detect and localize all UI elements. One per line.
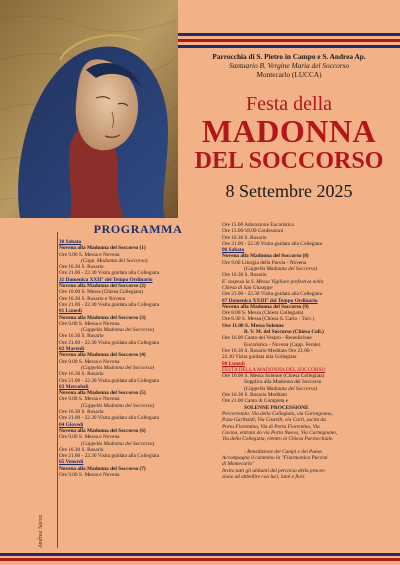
schedule-line: SOLENNE PROCESSIONE	[244, 404, 309, 411]
schedule-line: Ore 16.30 S. Rosario Meditato	[222, 392, 288, 399]
madonna-title: MADONNA	[201, 113, 377, 149]
schedule-line: Ore 16.30 S. Rosario Meditato Ore 21.00 -	[222, 347, 313, 354]
town-name: Montecarlo (LUCCA)	[256, 70, 322, 79]
schedule-line: Ore 8.30 S. Messa (Chiesa S. Carlo - Turc.)	[222, 316, 315, 323]
schedule-line: Ore 11.00 S. Messa Solenne	[222, 322, 284, 329]
schedule-line: Ore 9.00 S. Messa e Novena	[59, 396, 120, 403]
schedule-day-heading: 02 Martedì	[59, 346, 85, 353]
schedule-line: (Cappella Madonna del Soccorso)	[81, 327, 155, 334]
schedule-line: (Cappella Madonna del Soccorso)	[81, 402, 155, 409]
schedule-line: Ore 21.00 - 22.30 Visita guidata alla Collegiata	[222, 291, 323, 298]
schedule-line: Ore 15.00/18.00 Confessioni	[222, 228, 284, 235]
schedule-line: B. V. M. del Soccorso (Chiesa Coll.)	[244, 329, 324, 336]
schedule-day-heading: 05 Venerdì	[59, 459, 84, 466]
schedule-line: Novena alla Madonna del Soccorso (6)	[59, 427, 146, 434]
madonna-painting-image	[0, 0, 178, 218]
schedule-line: Ore 9.00 S. Messa e Novena	[59, 320, 120, 327]
schedule-day-heading: 01 Lunedì	[59, 308, 82, 315]
schedule-day-heading: 31 Domenica XXII° del Tempo Ordinario	[59, 276, 153, 283]
schedule-line: (Cappella Madonna del Soccorso)	[244, 385, 318, 392]
schedule-line: - Benedizione dei Campi e del Paese.	[244, 448, 323, 455]
schedule-line: Ore 10.00 S. Messa (Chiesa Collegiata)	[59, 289, 143, 296]
schedule-line: Novena alla Madonna del Soccorso (7)	[59, 465, 146, 472]
schedule-line: Via della Collegiata, rientro in Chiesa Parrocchiale.	[222, 436, 334, 443]
schedule-line: Chiesa di San Giuseppe	[222, 284, 273, 291]
schedule-line: (Cappella Madonna del Soccorso)	[81, 364, 155, 371]
schedule-line: sione ad abbellire con luci, lumi e fiori.	[222, 473, 306, 480]
parish-name: Parrocchia di S. Pietro in Campo e S. Andrea Ap.	[212, 52, 366, 61]
schedule-line: Novena alla Madonna del Soccorso (2)	[59, 283, 146, 290]
schedule-line: Ore 21.00 - 22.30 Visita guidata alla Collegiata	[59, 270, 160, 277]
divider-line	[57, 232, 58, 548]
schedule-line: Novena alla Madonna del Soccorso (5)	[59, 390, 146, 397]
schedule-line: Ore 9.00 S. Messa e Novena	[59, 251, 120, 258]
schedule-line: Ore 16.30 S. Rosario e Novena	[59, 295, 126, 302]
event-date: 8 Settembre 2025	[225, 181, 353, 201]
schedule-line: Novena alla Madonna del Soccorso (4)	[59, 352, 146, 359]
schedule-line: Ore 21.00 - 22.30 Visita guidata alla Collegiata	[59, 415, 160, 422]
schedule-line: Ore 16.30 S. Rosario	[59, 409, 104, 416]
schedule-line: Novena alla Madonna del Soccorso (8)	[222, 253, 309, 260]
schedule-line: Ore 9.00 Liturgia della Parola - Novena	[222, 259, 307, 266]
program-title: PROGRAMMA	[93, 222, 183, 236]
decorative-stripes-bottom	[0, 553, 400, 563]
schedule-line: (Cappella Madonna del Soccorso)	[244, 266, 318, 273]
schedule-line: Novena alla Madonna del Soccorso (1)	[59, 245, 146, 252]
sanctuary-name: Santuario B. Vergine Maria del Soccorso	[228, 61, 350, 70]
schedule-day-heading: 03 Mercoledì	[59, 383, 89, 390]
schedule-line: Ore 16.30 S. Rosario	[222, 234, 267, 241]
schedule-line: E' sospesa la S. Messa Vigiliare prefestiva nella	[222, 278, 324, 285]
schedule-line: Ore 16.30 S. Rosario	[59, 333, 104, 340]
schedule-line: Invito tutti gli abitanti del percorso della proces-	[222, 467, 326, 474]
schedule-line: (Cappella Madonna del Soccorso)	[81, 440, 155, 447]
schedule-day-heading: 30 Sabato	[59, 239, 82, 245]
schedule-line: FESTA DELLA MADONNA DEL SOCCORSO	[222, 366, 326, 373]
schedule-line: Ore 16.30 S. Rosario	[59, 446, 104, 453]
schedule-line: Cavina, entrata da via Porta Nuova, Via Carmignano,	[222, 429, 338, 436]
schedule-line: Ore 8.00 S. Messa (Chiesa Collegiata)	[222, 310, 304, 317]
schedule-day-heading: 07 Domenica XXIII° del Tempo Ordinario	[222, 297, 318, 304]
schedule-line: Ore 21.00 - 22.30 Visita guidata alla Collegiata	[59, 377, 160, 384]
schedule-line: Ore 21.00 - 22.30 Visita guidata alla Collegiata	[222, 240, 323, 247]
schedule-line: (Capp. Madonna del Soccorso)	[81, 257, 148, 264]
schedule-line: Ore 16.30 S. Rosario	[59, 371, 104, 378]
schedule-line: 22.30 Visita guidata alla Collegiata	[222, 354, 297, 361]
schedule-line: Ore 21.00 - 22.30 Visita guidata alla Collegiata	[59, 453, 160, 460]
schedule-line: Ore 21.00 - 22.30 Visita guidata alla Collegiata	[59, 339, 160, 346]
schedule-line: Percorrendo: Via della Collegiata, via Carmignano,	[222, 410, 333, 417]
schedule-line: Ore 15.00 Adorazione Eucaristica	[222, 222, 294, 228]
schedule-line: Ore 21.00 Canto di Compieta e	[222, 398, 289, 405]
schedule-line: Accompagna il cammino la "Filarmonica Puccini	[222, 454, 328, 461]
schedule-line: Ore 9.00 S. Messa e Novena	[59, 358, 120, 365]
schedule-line: Ore 21.00 - 22.30 Visita guidata alla Collegiata	[59, 301, 160, 308]
schedule-line: Ore 9.00 S. Messa e Novena	[59, 434, 120, 441]
soccorso-title: DEL SOCCORSO	[194, 148, 384, 174]
schedule-day-heading: 08 Lunedì	[222, 360, 245, 367]
schedule-day-heading: 04 Giovedì	[59, 421, 84, 428]
poster-header	[178, 50, 400, 202]
schedule-line: Ore 10.00 S. Messa Solenne (Chiesa Collegiata)	[222, 373, 325, 380]
festa-title: Festa della	[245, 93, 333, 115]
schedule-line: Ore 9.00 S. Messa e Novena	[59, 471, 120, 478]
schedule-line: P.zza Garibaldi, Via Castelli, via Carli, uscita da	[222, 417, 326, 424]
schedule-line: Ore 16.00 Canto del Vespro - Benedizione	[222, 335, 312, 342]
program-right-column	[222, 222, 396, 480]
schedule-line: Novena alla Madonna del Soccorso (3)	[59, 314, 146, 321]
schedule-line: Ore 16.30 S. Rosario	[59, 264, 104, 271]
author-credit: Andrea Sacco	[38, 514, 44, 548]
schedule-line: Eucaristica - Novena (Capp. Ferale)	[244, 341, 321, 348]
program-left-column	[59, 239, 217, 478]
schedule-line: Ore 16.30 S. Rosario	[222, 272, 267, 279]
decorative-stripes-top	[178, 33, 400, 49]
schedule-line: di Montecarlo"	[222, 461, 255, 468]
schedule-line: Porta Fiorentina, Via di Porta Fiorentina, Via	[222, 423, 320, 430]
schedule-line: Supplica alla Madonna del Soccorso	[244, 379, 322, 386]
schedule-line: Novena alla Madonna del Soccorso (9)	[222, 303, 309, 310]
schedule-day-heading: 06 Sabato	[222, 247, 245, 254]
